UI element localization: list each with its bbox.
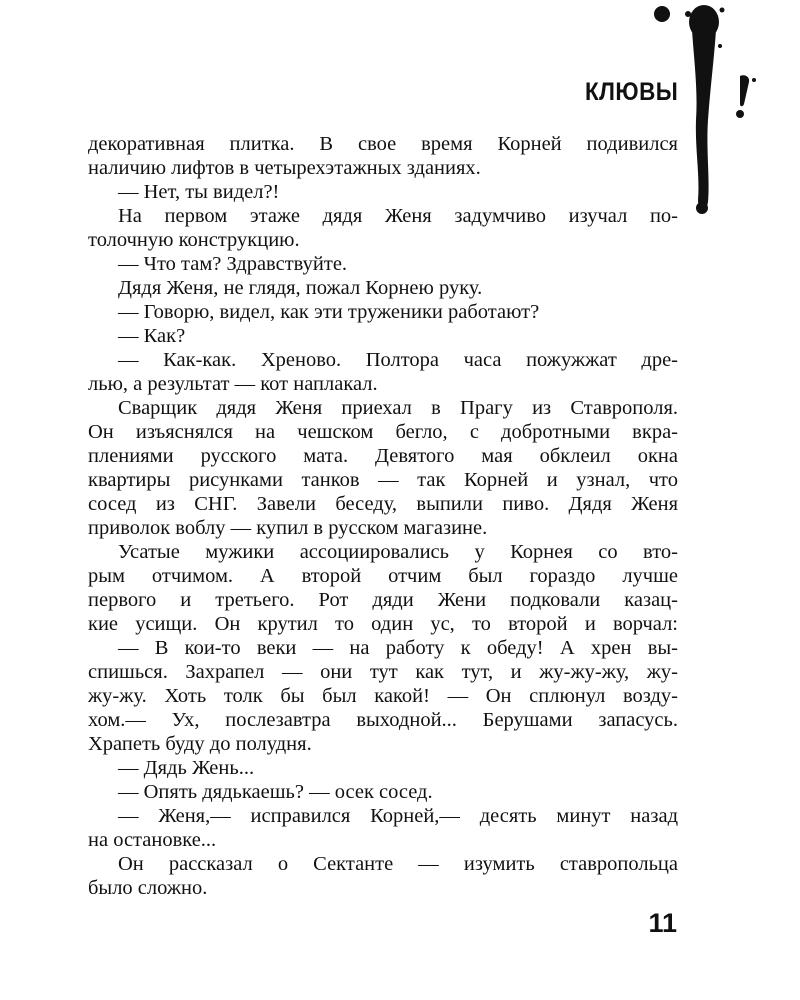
text-line: — Что там? Здравствуйте. <box>118 253 348 275</box>
text-line: — Как-как. Хреново. Полтора часа пожужжат дре- <box>118 349 678 371</box>
text-line: квартиры рисунками танков — так Корней и узнал, что <box>88 469 678 491</box>
text-line: Дядя Женя, не глядя, пожал Корнею руку. <box>118 277 483 299</box>
text-line: — Нет, ты видел?! <box>118 181 280 203</box>
page-number: 11 <box>648 908 677 938</box>
text-line: Он изъяснялся на чешском бегло, с добротными вкра- <box>88 421 678 443</box>
text-line: лью, а результат — кот наплакал. <box>88 373 378 395</box>
text-line: толочную конструкцию. <box>88 229 300 251</box>
text-line: кие усищи. Он крутил то один ус, то второй и ворчал: <box>88 613 678 635</box>
text-line: Сварщик дядя Женя приехал в Прагу из Ставрополя. <box>118 397 678 419</box>
text-line: На первом этаже дядя Женя задумчиво изучал по- <box>118 205 678 227</box>
text-line: первого и третьего. Рот дяди Жени подковали казац- <box>88 589 678 611</box>
text-line: — В кои-то веки — на работу к обеду! А хрен вы- <box>118 637 678 659</box>
text-line: жу-жу. Хоть толк бы был какой! — Он сплюнул возду- <box>88 685 678 707</box>
text-line: приволок воблу — купил в русском магазине. <box>88 517 488 539</box>
text-line: наличию лифтов в четырехэтажных зданиях. <box>88 157 481 179</box>
text-line: — Женя,— исправился Корней,— десять минут назад <box>118 805 678 827</box>
text-line: — Дядь Жень... <box>118 757 255 779</box>
text-line: плениями русского мата. Девятого мая обклеил окна <box>88 445 678 467</box>
text-line: Он рассказал о Сектанте — изумить ставропольца <box>118 853 678 875</box>
exclamation-blot-icon <box>736 75 756 118</box>
text-line: хом.— Ух, послезавтра выходной... Берушами запасусь. <box>88 709 678 731</box>
text-line: было сложно. <box>88 877 208 899</box>
text-line: Храпеть буду до полудня. <box>88 733 312 755</box>
text-line: — Как? <box>118 325 186 347</box>
text-line: — Говорю, видел, как эти труженики работают? <box>118 301 540 323</box>
body-text <box>88 132 678 900</box>
text-line: рым отчимом. А второй отчим был гораздо лучше <box>88 565 678 587</box>
running-title: КЛЮВЫ <box>585 78 679 106</box>
text-line: декоративная плитка. В свое время Корней подивился <box>88 133 678 155</box>
text-line: на остановке... <box>88 829 217 851</box>
text-line: спишься. Захрапел — они тут как тут, и жу-жу-жу, жу- <box>88 661 678 683</box>
text-line: Усатые мужики ассоциировались у Корнея со вто- <box>118 541 678 563</box>
text-line: — Опять дядькаешь? — осек сосед. <box>118 781 433 803</box>
text-line: сосед из СНГ. Завели беседу, выпили пиво. Дядя Женя <box>88 493 678 515</box>
